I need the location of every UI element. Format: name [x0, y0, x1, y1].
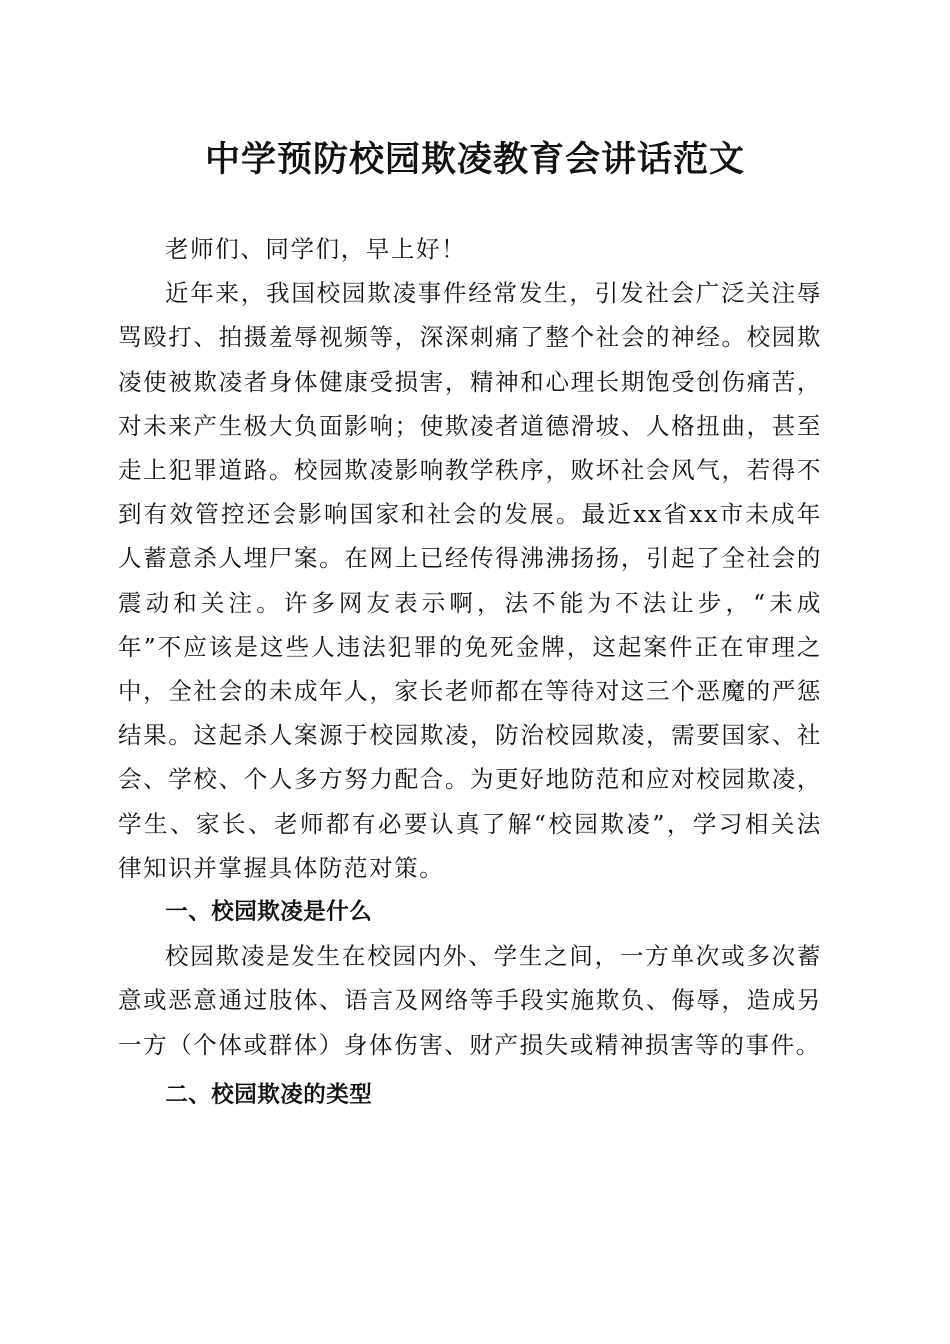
- section-heading-2: 二、校园欺凌的类型: [165, 1081, 373, 1108]
- document-body: [118, 227, 822, 1117]
- paragraph-definition: 校园欺凌是发生在校园内外、学生之间，一方单次或多次蓄意或恶意通过肢体、语言及网络等手段实施欺负、侮辱，造成另一方（个体或群体）身体伤害、财产损失或精神损害等的事件。: [118, 942, 822, 1059]
- section-heading-1: 一、校园欺凌是什么: [165, 899, 373, 926]
- greeting: 老师们、同学们，早上好！: [165, 235, 467, 263]
- document-title: 中学预防校园欺凌教育会讲话范文: [204, 139, 745, 180]
- paragraph-intro: 近年来，我国校园欺凌事件经常发生，引发社会广泛关注辱骂殴打、拍摄羞辱视频等，深深刺痛了整个社会的神经。校园欺凌使被欺凌者身体健康受损害，精神和心理长期饱受创伤痛苦，对未来产生极大负面影响；使欺凌者道德滑坡、人格扭曲，甚至走上犯罪道路。校园欺凌影响教学秩序，败坏社会风气，若得不到有效管控还会影响国家和社会的发展。最近xx省xx市未成年人蓄意杀人埋尸案。在网上已经传得沸沸扬扬，引起了全社会的震动和关注。许多网友表示啊，法不能为不法让步，“未成年”不应该是这些人违法犯罪的免死金牌，这起案件正在审理之中，全社会的未成年人，家长老师都在等待对这三个恶魔的严惩结果。这起杀人案源于校园欺凌，防治校园欺凌，需要国家、社会、学校、个人多方努力配合。为更好地防范和应对校园欺凌，学生、家长、老师都有必要认真了解“校园欺凌”，学习相关法律知识并掌握具体防范对策。: [118, 279, 822, 882]
